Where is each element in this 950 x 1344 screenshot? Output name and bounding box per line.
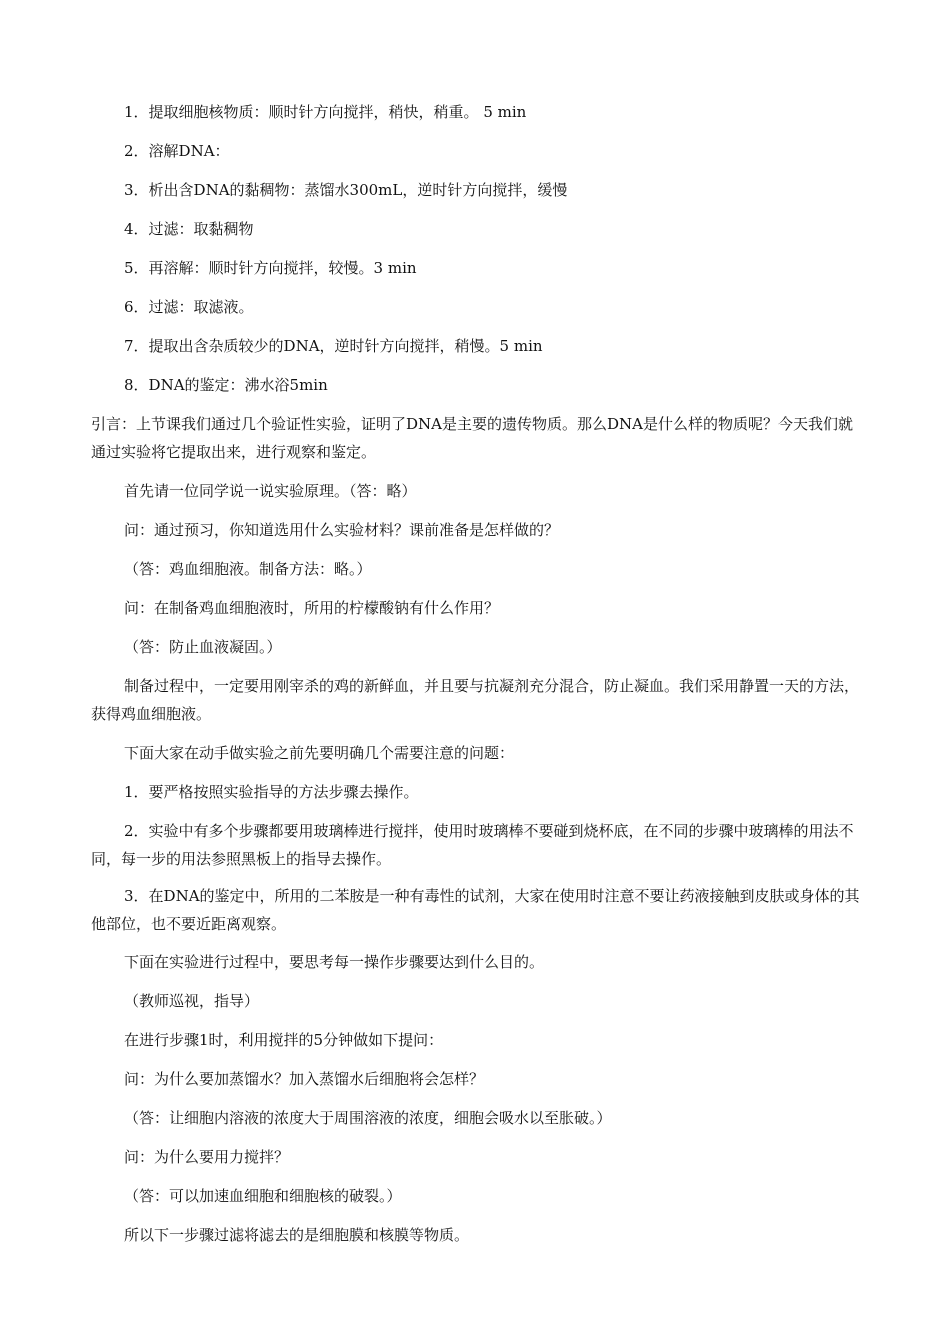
- step-item: 7．提取出含杂质较少的DNA，逆时针方向搅拌，稍慢。5 min: [124, 337, 543, 355]
- step-item: 1．提取细胞核物质：顺时针方向搅拌，稍快，稍重。 5 min: [124, 103, 527, 121]
- text-line: （教师巡视，指导）: [124, 992, 260, 1010]
- answer-line: （答：让细胞内溶液的浓度大于周围溶液的浓度，细胞会吸水以至胀破。）: [124, 1109, 612, 1127]
- question-line: 问：在制备鸡血细胞液时，所用的柠檬酸钠有什么作用？: [124, 599, 500, 617]
- notice-item: 3．在DNA的鉴定中，所用的二苯胺是一种有毒性的试剂，大家在使用时注意不要让药液接触到皮肤或身体的其他部位，也不要近距离观察。: [91, 887, 860, 933]
- question-line: 问：通过预习，你知道选用什么实验材料？课前准备是怎样做的？: [124, 521, 560, 539]
- answer-line: （答：防止血液凝固。）: [124, 638, 282, 656]
- text-line: 在进行步骤1时，利用搅拌的5分钟做如下提问：: [124, 1031, 444, 1049]
- intro-paragraph: 引言：上节课我们通过几个验证性实验，证明了DNA是主要的遗传物质。那么DNA是什么样的物质呢？今天我们就通过实验将它提取出来，进行观察和鉴定。: [91, 415, 853, 461]
- answer-line: （答：可以加速血细胞和细胞核的破裂。）: [124, 1187, 402, 1205]
- step-item: 4．过滤：取黏稠物: [124, 220, 254, 238]
- prep-paragraph: 制备过程中，一定要用刚宰杀的鸡的新鲜血，并且要与抗凝剂充分混合，防止凝血。我们采用静置一天的方法，获得鸡血细胞液。: [91, 677, 860, 723]
- step-item: 6．过滤：取滤液。: [124, 298, 254, 316]
- notice-item: 1．要严格按照实验指导的方法步骤去操作。: [124, 783, 419, 801]
- step-item: 3．析出含DNA的黏稠物：蒸馏水300mL，逆时针方向搅拌，缓慢: [124, 181, 568, 199]
- text-line: 下面在实验进行过程中，要思考每一操作步骤要达到什么目的。: [124, 953, 545, 971]
- notice-intro: 下面大家在动手做实验之前先要明确几个需要注意的问题：: [124, 744, 515, 762]
- question-line: 问：为什么要加蒸馏水？加入蒸馏水后细胞将会怎样？: [124, 1070, 485, 1088]
- step-item: 2．溶解DNA：: [124, 142, 230, 160]
- question-line: 问：为什么要用力搅拌？: [124, 1148, 290, 1166]
- step-item: 8．DNA的鉴定：沸水浴5min: [124, 376, 328, 394]
- step-item: 5．再溶解：顺时针方向搅拌，较慢。3 min: [124, 259, 417, 277]
- answer-line: （答：鸡血细胞液。制备方法：略。）: [124, 560, 372, 578]
- text-line: 首先请一位同学说一说实验原理。（答：略）: [124, 482, 417, 500]
- text-line: 所以下一步骤过滤将滤去的是细胞膜和核膜等物质。: [124, 1226, 470, 1244]
- notice-item: 2．实验中有多个步骤都要用玻璃棒进行搅拌，使用时玻璃棒不要碰到烧杯底，在不同的步骤中玻璃棒的用法不同，每一步的用法参照黑板上的指导去操作。: [91, 822, 854, 868]
